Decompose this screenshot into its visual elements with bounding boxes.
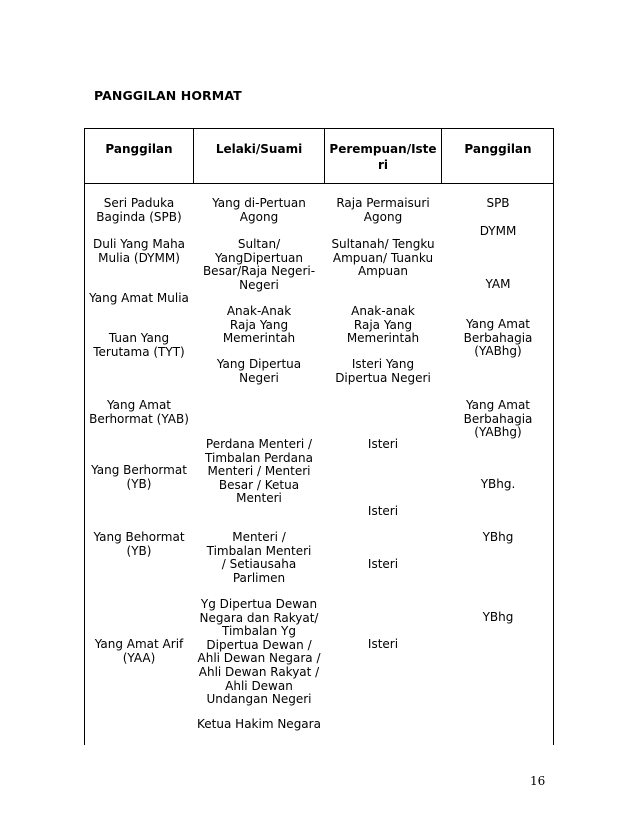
table-cell: Sultan/ YangDipertuan Besar/Raja Negeri- Negeri <box>202 237 316 292</box>
table-cell: Anak-anak Raja Yang Memerintah <box>346 304 420 346</box>
table-cell: DYMM <box>479 224 517 238</box>
table-cell: Yang Amat Berhormat (YAB) <box>89 398 189 426</box>
header-panggilan: Panggilan <box>105 142 173 156</box>
table-cell: YBhg <box>482 610 514 624</box>
table-cell: Yang Amat Berbahagia (YABhg) <box>463 317 533 359</box>
table-cell: Perdana Menteri / Timbalan Perdana Menteri / Menteri Besar / Ketua Menteri <box>205 437 313 506</box>
table-cell: Yg Dipertua Dewan Negara dan Rakyat/ Timbalan Yg Dipertua Dewan / Ahli Dewan Negara / Ahli Dewan Rakyat / Ahli Dewan Undangan Negeri <box>197 597 321 707</box>
table-cell: Raja Permaisuri Agong <box>336 196 430 224</box>
header-divider <box>85 183 553 184</box>
table-cell: YBhg. <box>480 477 516 491</box>
table-cell: Menteri / Timbalan Menteri / Setiausaha Parlimen <box>206 530 312 585</box>
table-cell: Seri Paduka Baginda (SPB) <box>96 196 182 224</box>
table-cell: Isteri Yang Dipertua Negeri <box>335 357 431 385</box>
table-cell: Isteri <box>367 504 399 518</box>
table-cell: YBhg <box>482 530 514 544</box>
table-cell: Yang Amat Mulia <box>89 291 189 305</box>
table-cell: Tuan Yang Terutama (TYT) <box>93 331 185 359</box>
honorifics-table <box>84 128 554 745</box>
table-cell: Yang di-Pertuan Agong <box>212 196 306 224</box>
table-cell: Anak-Anak Raja Yang Memerintah <box>222 304 296 346</box>
table-cell: Isteri <box>367 437 399 451</box>
table-cell: YAM <box>485 277 511 291</box>
table-cell: Isteri <box>367 637 399 651</box>
header-lelaki-suami: Lelaki/Suami <box>215 142 303 156</box>
table-cell: Yang Behormat (YB) <box>93 530 185 558</box>
page-title: PANGGILAN HORMAT <box>94 88 242 103</box>
table-cell: Isteri <box>367 557 399 571</box>
table-cell: Yang Dipertua Negeri <box>216 357 302 385</box>
table-cell: Ketua Hakim Negara <box>197 717 321 731</box>
header-perempuan-isteri: Perempuan/Isteri <box>329 142 437 172</box>
header-panggilan-short: Panggilan <box>464 142 532 156</box>
table-cell: Duli Yang Maha Mulia (DYMM) <box>92 237 186 265</box>
table-cell: SPB <box>486 196 510 210</box>
table-cell: Yang Amat Berbahagia (YABhg) <box>463 398 533 440</box>
table-cell: Sultanah/ Tengku Ampuan/ Tuanku Ampuan <box>331 237 435 279</box>
page-number: 16 <box>530 774 546 788</box>
table-cell: Yang Berhormat (YB) <box>91 463 187 491</box>
table-cell: Yang Amat Arif (YAA) <box>94 637 184 665</box>
